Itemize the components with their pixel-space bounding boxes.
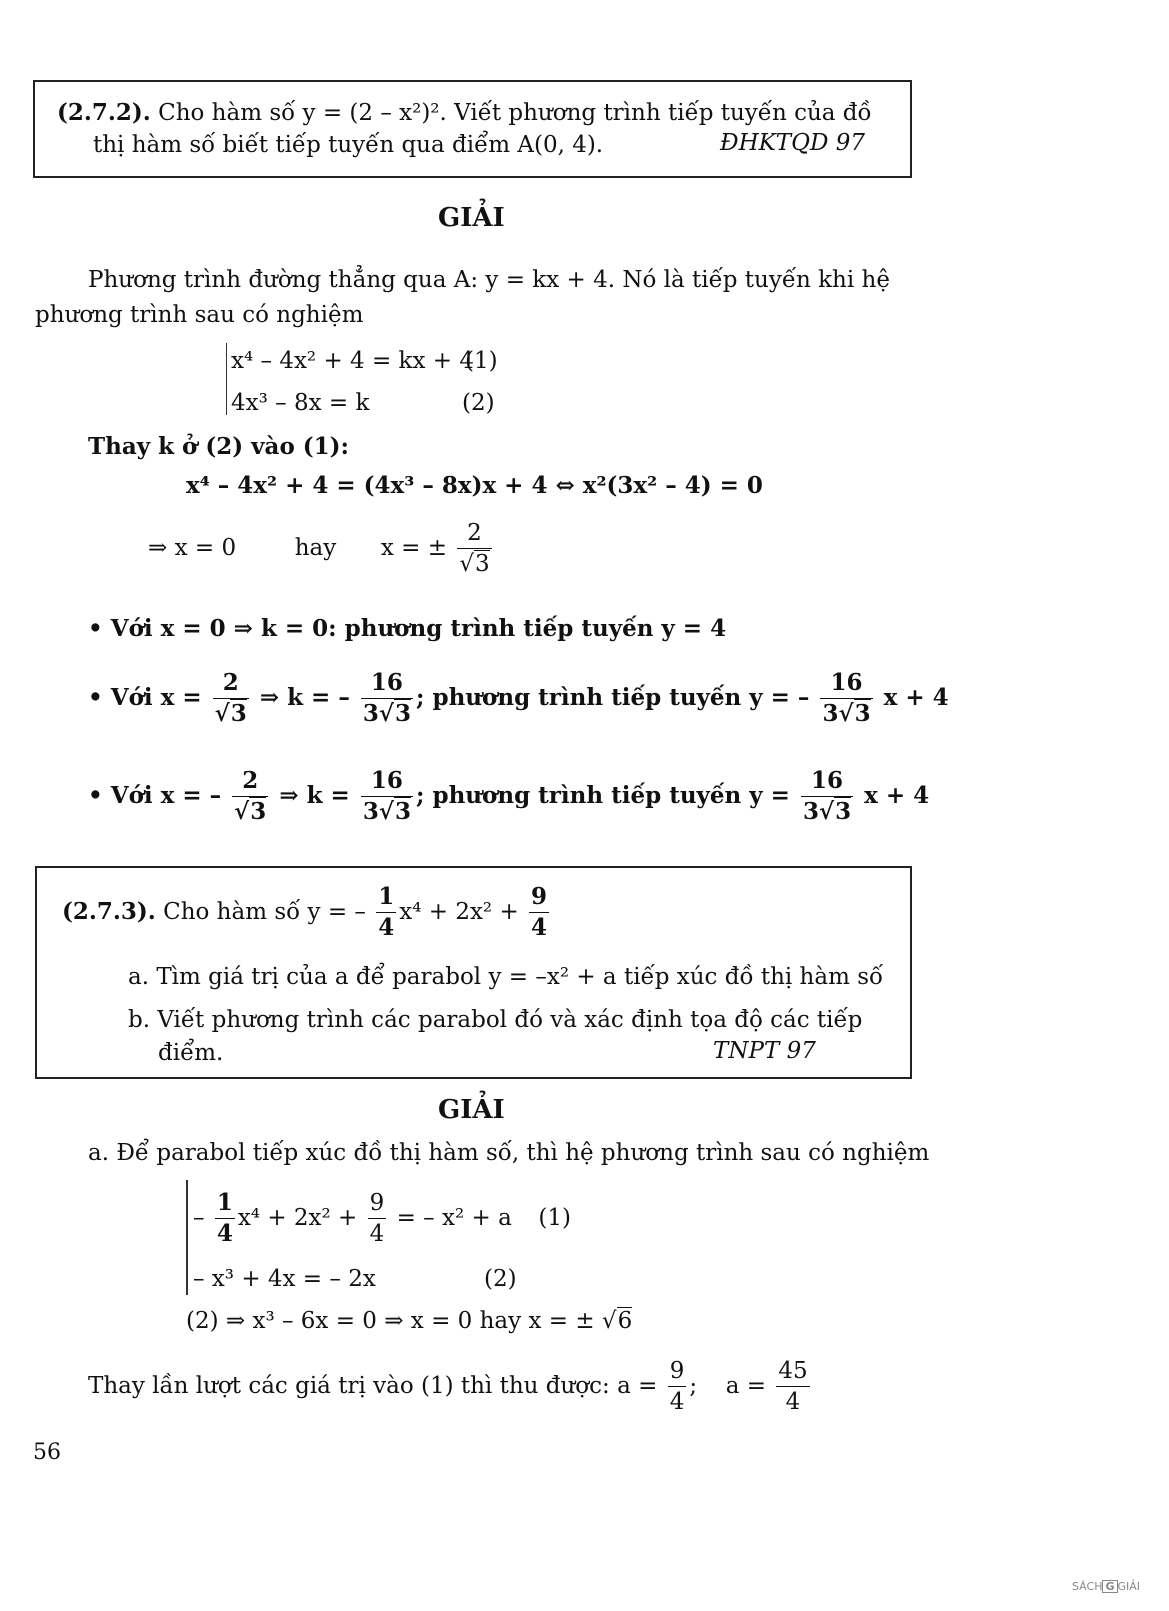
bullet-dot: • <box>88 781 111 809</box>
solution-heading: GIẢI <box>438 1095 505 1125</box>
fraction-9-over-4: $\frac{9}{4}$ <box>531 883 548 942</box>
solution-paragraph-line2: phương trình sau có nghiệm <box>35 302 364 328</box>
problem-source: TNPT 97 <box>713 1038 816 1064</box>
problem-item-a: a. Tìm giá trị của a để parabol y = –x² + a tiếp xúc đồ thị hàm số <box>128 964 884 990</box>
solution-paragraph-line1: Phương trình đường thẳng qua A: y = kx + 4. Nó là tiếp tuyến khi hệ <box>88 267 890 293</box>
problem-number: (2.7.3). <box>62 897 156 925</box>
roots-or: hay <box>294 534 337 561</box>
watermark-logo: SÁCH G GIẢI <box>1072 1580 1141 1593</box>
fraction-16-over-3sqrt3: $\frac{16}{3√3}$ <box>822 669 871 728</box>
system-equation-1: x⁴ – 4x² + 4 = kx + 4 <box>231 348 474 374</box>
problem-item-b-line1: b. Viết phương trình các parabol đó và xác định tọa độ các tiếp <box>128 1007 863 1033</box>
problem-number: (2.7.2). <box>57 99 151 126</box>
bullet-3: • Với x = – $\frac{2}{√3}$ ⇒ k = $\frac{16}{3√3}$ ; phương trình tiếp tuyến y = $\frac{16}{3√3}$ x + 4 <box>88 767 930 826</box>
problem-text: Cho hàm số y = (2 – x²)². Viết phương trình tiếp tuyến của đồ <box>158 100 872 126</box>
fraction-16-over-3sqrt3: $\frac{16}{3√3}$ <box>802 767 852 826</box>
fraction-2-over-sqrt3: $\frac{2}{√3}$ <box>459 520 490 578</box>
fraction-2-over-sqrt3: $\frac{2}{√3}$ <box>234 767 267 826</box>
problem-2-7-2-line2: thị hàm số biết tiếp tuyến qua điểm A(0, 4). <box>93 132 604 158</box>
problem-2-7-3-header: (2.7.3). Cho hàm số y = – $\frac{1}{4}$ x⁴ + 2x² + $\frac{9}{4}$ <box>62 883 548 942</box>
roots-line: (2) ⇒ x³ – 6x = 0 ⇒ x = 0 hay x = ± √6 <box>186 1308 633 1334</box>
problem-box-2-7-2 <box>33 80 912 178</box>
fraction-1-over-4: $\frac{1}{4}$ <box>378 883 395 942</box>
page-number: 56 <box>33 1440 61 1465</box>
fraction-2-over-sqrt3: $\frac{2}{√3}$ <box>214 669 247 728</box>
bullet-dot: • <box>88 615 111 642</box>
fraction-1-over-4: $\frac{1}{4}$ <box>216 1189 233 1248</box>
problem-item-b-line2: điểm. <box>158 1040 224 1066</box>
roots-right: x = ± <box>380 534 448 561</box>
fraction-45-over-4: $\frac{45}{4}$ <box>778 1358 808 1416</box>
solution-heading: GIẢI <box>438 203 505 233</box>
solution-paragraph: a. Để parabol tiếp xúc đồ thị hàm số, thì hệ phương trình sau có nghiệm <box>88 1140 930 1166</box>
problem-2-7-2-line1 <box>57 101 872 125</box>
system-equation-1: – $\frac{1}{4}$ x⁴ + 2x² + $\frac{9}{4}$ = – x² + a (1) <box>193 1189 572 1248</box>
system-tag-1: (1) <box>465 348 498 374</box>
system-equation-2: – x³ + 4x = – 2x <box>193 1266 376 1292</box>
system-brace <box>226 343 227 415</box>
fraction-16-over-3sqrt3: $\frac{16}{3√3}$ <box>362 669 411 728</box>
roots-line <box>148 520 495 578</box>
bullet-dot: • <box>88 683 111 711</box>
bullet-2: • Với x = $\frac{2}{√3}$ ⇒ k = – $\frac{16}{3√3}$ ; phương trình tiếp tuyến y = – $\frac{16}{3√3}$ x + 4 <box>88 669 949 728</box>
fraction-9-over-4: $\frac{9}{4}$ <box>669 1358 685 1416</box>
system-tag-1: (1) <box>538 1204 572 1231</box>
roots-left: ⇒ x = 0 <box>148 534 237 561</box>
substitute-line: Thay k ở (2) vào (1): <box>88 433 350 460</box>
problem-source: ĐHKTQD 97 <box>720 130 866 156</box>
system-equation-2: 4x³ – 8x = k <box>231 390 370 416</box>
system-tag-2: (2) <box>484 1266 517 1292</box>
system-tag-2: (2) <box>462 390 495 416</box>
fraction-16-over-3sqrt3: $\frac{16}{3√3}$ <box>362 767 411 826</box>
final-line: Thay lần lượt các giá trị vào (1) thì thu được: a = $\frac{9}{4}$ ; a = $\frac{45}{4}$ <box>88 1358 808 1416</box>
bullet-1: • Với x = 0 ⇒ k = 0: phương trình tiếp tuyến y = 4 <box>88 615 727 642</box>
expanded-equation: x⁴ – 4x² + 4 = (4x³ – 8x)x + 4 ⇔ x²(3x² – 4) = 0 <box>186 472 763 499</box>
system-brace <box>186 1180 188 1295</box>
fraction-9-over-4: $\frac{9}{4}$ <box>369 1190 385 1248</box>
